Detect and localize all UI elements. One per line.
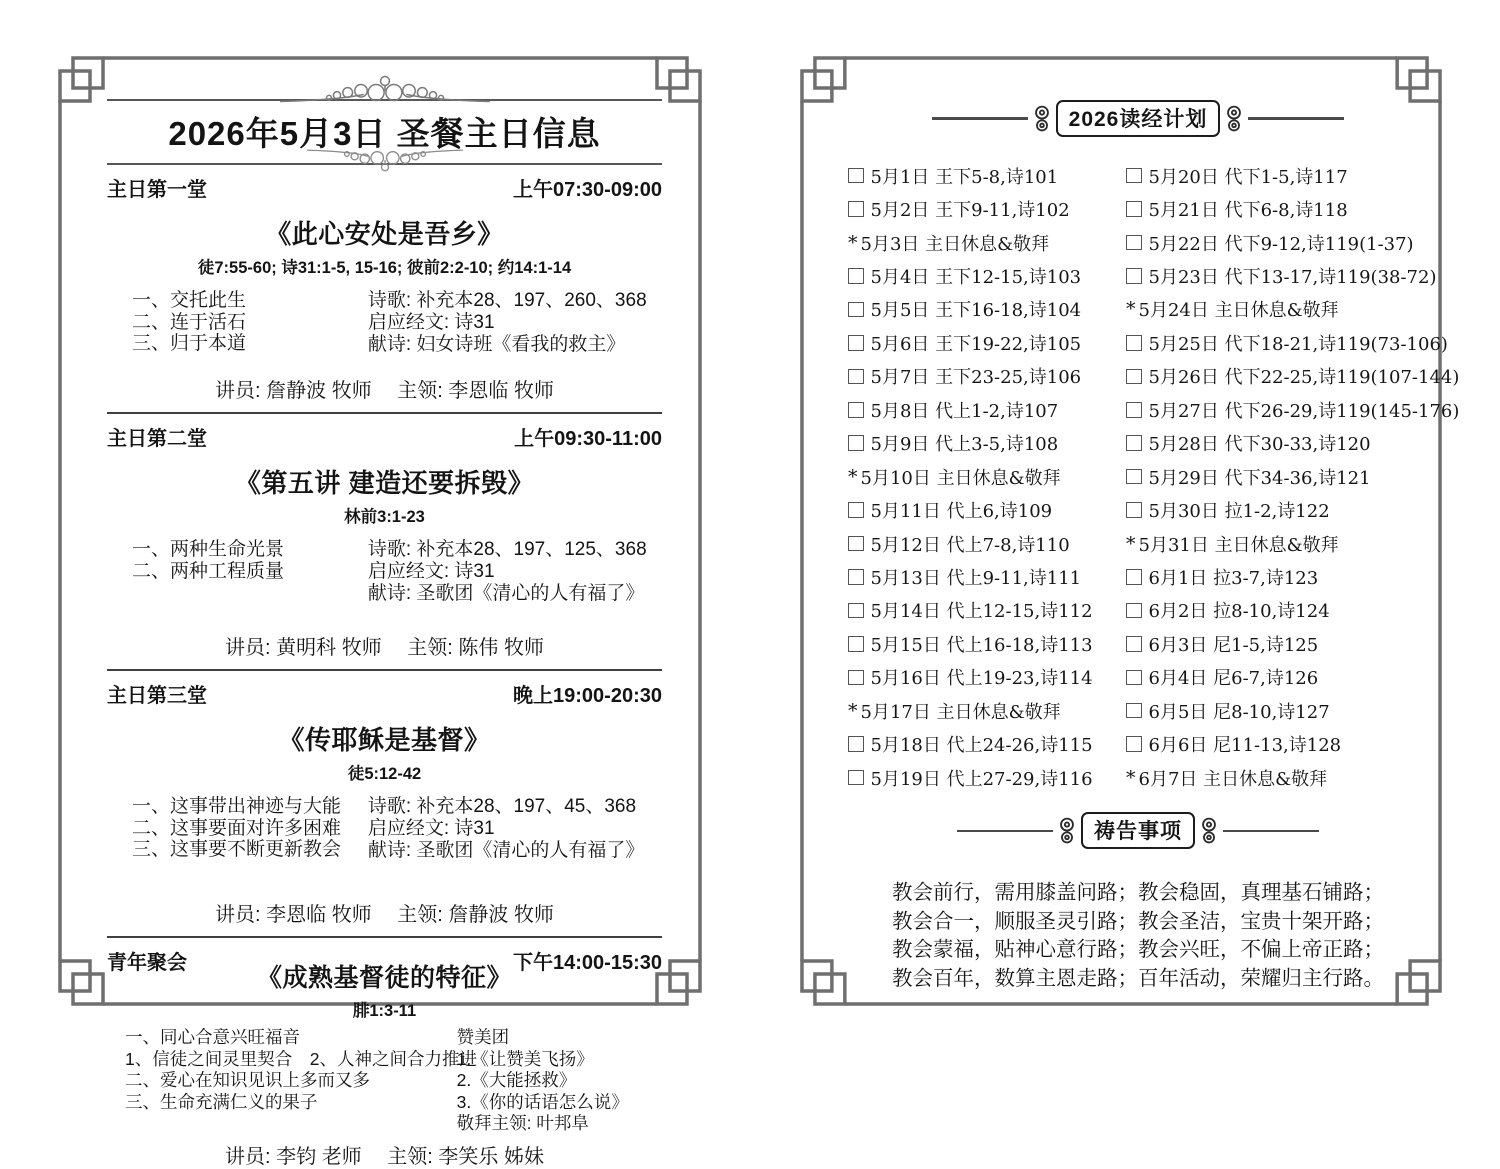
reading-item (1126, 727, 1459, 760)
checkbox-icon (1126, 736, 1142, 752)
music-line: 献诗: 妇女诗班《看我的救主》 (367, 334, 626, 355)
cloud-scroll-icon (1198, 816, 1220, 846)
sunday-star-marker: * (848, 699, 858, 722)
sermon-title: 《第五讲 建造还要拆毁》 (234, 468, 535, 498)
reading-item (1126, 661, 1459, 694)
prayer-header (848, 812, 1428, 849)
reading-text: 5月16日 代上19-23,诗114 (870, 668, 1093, 690)
reading-text: 6月7日 主日休息&敬拜 (1138, 768, 1328, 790)
music-line: 献诗: 圣歌团《清心的人有福了》 (367, 583, 645, 604)
music-info (368, 290, 662, 356)
reading-text: 5月24日 主日休息&敬拜 (1138, 300, 1339, 322)
sermon-title: 《成熟基督徒的特征》 (256, 964, 512, 992)
outline-point: 三、归于本道 (132, 333, 247, 354)
reading-text: 5月11日 代上6,诗109 (870, 501, 1053, 523)
reading-text: 5月27日 代下26-29,诗119(145-176) (1148, 400, 1460, 422)
reading-item (1126, 326, 1459, 359)
session-name: 主日第一堂 (107, 179, 207, 201)
reading-text: 5月19日 代上27-29,诗116 (870, 768, 1093, 790)
checkbox-icon (1126, 369, 1142, 385)
scripture-ref: 徒7:55-60; 诗31:1-5, 15-16; 彼前2:2-10; 约14:1-14 (197, 259, 572, 277)
divider-line (1248, 117, 1344, 119)
reading-plan-header (848, 100, 1428, 137)
reading-item (848, 393, 1126, 426)
checkbox-icon (848, 502, 864, 518)
reading-text: 5月6日 王下19-22,诗105 (870, 333, 1082, 355)
reading-item (848, 326, 1126, 359)
outline-point: 三、生命充满仁义的果子 (125, 1091, 318, 1112)
reading-text: 5月7日 王下23-25,诗106 (870, 367, 1082, 389)
cloud-scroll-icon (1031, 104, 1053, 134)
main-header (107, 50, 662, 1169)
reading-text: 5月21日 代下6-8,诗118 (1148, 200, 1348, 222)
outline-points (107, 539, 368, 605)
checkbox-icon (1126, 235, 1142, 251)
reading-text: 5月12日 代上7-8,诗110 (870, 534, 1070, 556)
reading-item (1126, 527, 1459, 560)
session-name: 主日第二堂 (107, 428, 207, 450)
reading-text: 5月31日 主日休息&敬拜 (1138, 534, 1339, 556)
checkbox-icon (848, 770, 864, 786)
reading-text: 6月4日 尼6-7,诗126 (1148, 668, 1319, 690)
music-line: 诗歌: 补充本28、197、45、368 (367, 796, 637, 817)
sermon-title: 《传耶稣是基督》 (278, 725, 491, 755)
reading-item (1126, 493, 1459, 526)
reading-item (848, 192, 1126, 225)
outline-point: 一、这事带出神迹与大能 (132, 796, 342, 817)
outline-points (107, 290, 368, 356)
reading-item (848, 527, 1126, 560)
reading-item (848, 694, 1126, 727)
checkbox-icon (1126, 402, 1142, 418)
outline-point: 三、这事要不断更新教会 (132, 839, 342, 860)
sunday-star-marker: * (1126, 766, 1136, 789)
checkbox-icon (1126, 168, 1142, 184)
reading-item (1126, 694, 1459, 727)
music-line: 2.《大能拯救》 (456, 1070, 577, 1090)
reading-item (1126, 159, 1459, 192)
reading-text: 5月4日 王下12-15,诗103 (870, 267, 1082, 289)
reading-item (848, 727, 1126, 760)
checkbox-icon (1126, 201, 1142, 217)
checkbox-icon (1126, 603, 1142, 619)
reading-plan-column-1 (848, 159, 1126, 794)
music-line: 敬拜主领: 叶邦阜 (456, 1113, 589, 1133)
checkbox-icon (848, 335, 864, 351)
leaders-line: 讲员: 李钧 老师 主领: 李笑乐 姊妹 (225, 1145, 544, 1168)
service-section-3 (107, 679, 662, 927)
checkbox-icon (848, 636, 864, 652)
prayer-list (848, 879, 1428, 993)
checkbox-icon (1126, 703, 1142, 719)
section-divider (107, 936, 662, 938)
reading-text: 5月28日 代下30-33,诗120 (1148, 434, 1371, 456)
checkbox-icon (848, 435, 864, 451)
reading-text: 5月13日 代上9-11,诗111 (870, 567, 1082, 589)
reading-text: 5月20日 代下1-5,诗117 (1148, 166, 1348, 188)
divider-line (932, 117, 1028, 119)
prayer-line: 教会蒙福，贴神心意行路；教会兴旺，不偏上帝正路； (892, 938, 1384, 962)
reading-item (1126, 560, 1459, 593)
reading-text: 6月6日 尼11-13,诗128 (1148, 735, 1342, 757)
reading-item (848, 159, 1126, 192)
outline-point: 二、连于活石 (132, 311, 247, 333)
section-divider (107, 412, 662, 414)
music-info (368, 796, 662, 862)
reading-item (1126, 293, 1459, 326)
right-page-content (794, 50, 1460, 1012)
service-section-4 (107, 946, 662, 1169)
reading-text: 5月18日 代上24-26,诗115 (870, 735, 1093, 757)
checkbox-icon (1126, 502, 1142, 518)
reading-text: 5月14日 代上12-15,诗112 (870, 601, 1093, 623)
reading-text: 6月3日 尼1-5,诗125 (1148, 634, 1319, 656)
sunday-star-marker: * (848, 465, 858, 488)
reading-item (1126, 360, 1459, 393)
sermon-title: 《此心安处是吾乡》 (265, 219, 504, 249)
reading-text: 5月22日 代下9-12,诗119(1-37) (1148, 233, 1414, 255)
outline-point: 二、两种工程质量 (132, 560, 285, 582)
leaders-line: 讲员: 黄明科 牧师 主领: 陈伟 牧师 (225, 637, 544, 659)
outline-points (107, 796, 368, 862)
sunday-star-marker: * (1126, 532, 1136, 555)
checkbox-icon (848, 201, 864, 217)
reading-text: 6月5日 尼8-10,诗127 (1148, 701, 1330, 723)
checkbox-icon (1126, 335, 1142, 351)
reading-item (848, 560, 1126, 593)
leaders-line: 讲员: 詹静波 牧师 主领: 李恩临 牧师 (215, 380, 554, 402)
checkbox-icon (1126, 435, 1142, 451)
checkbox-icon (848, 569, 864, 585)
music-line: 3.《你的话语怎么说》 (456, 1091, 629, 1112)
reading-text: 5月23日 代下13-17,诗119(38-72) (1148, 267, 1437, 289)
music-line: 赞美团 (456, 1027, 510, 1047)
music-line: 启应经文: 诗31 (367, 818, 495, 839)
music-line: 启应经文: 诗31 (367, 561, 495, 582)
reading-item (848, 293, 1126, 326)
left-page-content (52, 50, 708, 1168)
music-line: 献诗: 圣歌团《清心的人有福了》 (367, 840, 645, 861)
reading-item (848, 460, 1126, 493)
service-section-2 (107, 422, 662, 660)
reading-item (1126, 594, 1459, 627)
reading-text: 5月29日 代下34-36,诗121 (1148, 467, 1371, 489)
session-time: 晚上19:00-20:30 (513, 685, 662, 707)
reading-plan-column-2 (1126, 159, 1459, 794)
page-left (52, 50, 708, 1168)
reading-text: 5月1日 王下5-8,诗101 (870, 166, 1059, 188)
reading-text: 5月25日 代下18-21,诗119(73-106) (1148, 333, 1448, 355)
checkbox-icon (848, 670, 864, 686)
reading-text: 5月30日 拉1-2,诗122 (1148, 501, 1330, 523)
reading-item (1126, 192, 1459, 225)
music-line: 启应经文: 诗31 (367, 312, 495, 333)
reading-item (848, 493, 1126, 526)
checkbox-icon (848, 603, 864, 619)
checkbox-icon (1126, 569, 1142, 585)
page-right (794, 50, 1460, 1012)
reading-text: 5月17日 主日休息&敬拜 (860, 701, 1061, 723)
reading-item (1126, 226, 1459, 259)
divider-line (957, 830, 1053, 832)
prayer-line: 教会百年，数算主恩走路；百年活动，荣耀归主行路。 (892, 966, 1384, 990)
reading-text: 5月3日 主日休息&敬拜 (860, 233, 1050, 255)
outline-point: 一、同心合意兴旺福音 (125, 1027, 300, 1047)
reading-text: 5月2日 王下9-11,诗102 (870, 200, 1070, 222)
music-line: 诗歌: 补充本28、197、260、368 (367, 290, 647, 311)
reading-text: 6月1日 拉3-7,诗123 (1148, 567, 1319, 589)
reading-item (848, 360, 1126, 393)
scripture-ref: 徒5:12-42 (347, 765, 422, 783)
cloud-scroll-icon (1056, 816, 1078, 846)
outline-point: 二、这事要面对许多困难 (132, 817, 342, 839)
reading-item (1126, 427, 1459, 460)
outline-point: 1、信徒之间灵里契合 2、人神之间合力推进 (125, 1048, 477, 1069)
session-time: 上午09:30-11:00 (514, 428, 662, 450)
session-name: 主日第三堂 (107, 685, 207, 707)
leaders-line: 讲员: 李恩临 牧师 主领: 詹静波 牧师 (215, 904, 554, 926)
scripture-ref: 林前3:1-23 (344, 508, 425, 526)
checkbox-icon (1126, 670, 1142, 686)
scripture-ref: 腓1:3-11 (352, 1002, 417, 1020)
music-line: 1.《让赞美飞扬》 (456, 1048, 594, 1069)
reading-item (848, 627, 1126, 660)
reading-item (848, 761, 1126, 794)
cloud-scroll-icon (1223, 104, 1245, 134)
outline-point: 一、交托此生 (132, 290, 247, 311)
session-name: 青年聚会 (107, 952, 187, 974)
reading-text: 6月2日 拉8-10,诗124 (1148, 601, 1330, 623)
reading-text: 5月15日 代上16-18,诗113 (870, 634, 1093, 656)
checkbox-icon (848, 736, 864, 752)
service-section-1 (107, 173, 662, 403)
reading-text: 5月9日 代上3-5,诗108 (870, 434, 1059, 456)
checkbox-icon (848, 268, 864, 284)
prayer-line: 教会前行，需用膝盖问路；教会稳固，真理基石铺路； (892, 881, 1384, 905)
checkbox-icon (1126, 268, 1142, 284)
reading-item (1126, 627, 1459, 660)
sunday-star-marker: * (1126, 298, 1136, 321)
reading-plan-list (848, 159, 1460, 794)
music-line: 诗歌: 补充本28、197、125、368 (367, 539, 647, 560)
outline-points (107, 1027, 477, 1135)
reading-item (848, 427, 1126, 460)
outline-point: 一、两种生命光景 (132, 539, 285, 560)
reading-plan-title: 2026读经计划 (1056, 100, 1221, 137)
checkbox-icon (848, 168, 864, 184)
reading-text: 5月10日 主日休息&敬拜 (860, 467, 1061, 489)
reading-item (1126, 460, 1459, 493)
reading-item (848, 226, 1126, 259)
sunday-star-marker: * (848, 231, 858, 254)
checkbox-icon (1126, 469, 1142, 485)
page-title: 2026年5月3日 圣餐主日信息 (168, 115, 601, 152)
reading-text: 5月8日 代上1-2,诗107 (870, 400, 1059, 422)
reading-item (848, 661, 1126, 694)
prayer-title: 祷告事项 (1081, 812, 1195, 849)
prayer-line: 教会合一，顺服圣灵引路；教会圣洁，宝贵十架开路； (892, 909, 1384, 933)
header-rule-top (107, 99, 662, 101)
checkbox-icon (848, 302, 864, 318)
reading-text: 5月26日 代下22-25,诗119(107-144) (1148, 367, 1460, 389)
music-info (457, 1027, 662, 1135)
reading-item (848, 594, 1126, 627)
section-divider (107, 669, 662, 671)
checkbox-icon (848, 536, 864, 552)
reading-item (1126, 259, 1459, 292)
session-time: 下午14:00-15:30 (513, 952, 662, 974)
outline-point: 二、爱心在知识见识上多而又多 (125, 1070, 370, 1090)
checkbox-icon (848, 402, 864, 418)
session-time: 上午07:30-09:00 (513, 179, 662, 201)
checkbox-icon (1126, 636, 1142, 652)
reading-item (848, 259, 1126, 292)
divider-line (1223, 830, 1319, 832)
reading-item (1126, 761, 1459, 794)
music-info (368, 539, 662, 605)
reading-text: 5月5日 王下16-18,诗104 (870, 300, 1082, 322)
checkbox-icon (848, 369, 864, 385)
reading-item (1126, 393, 1459, 426)
